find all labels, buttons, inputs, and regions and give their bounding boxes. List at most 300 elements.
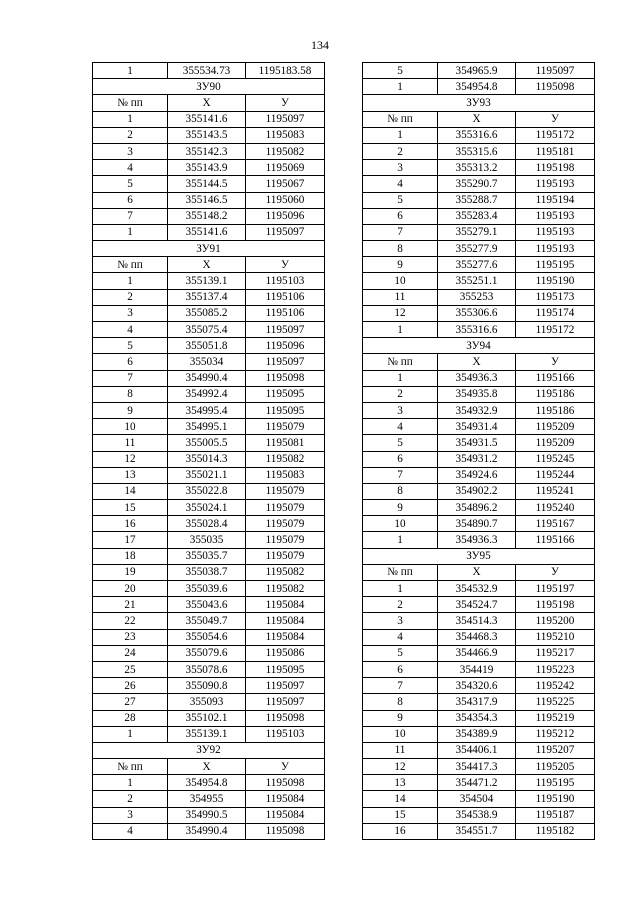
x-cell: 354524.7 — [438, 597, 516, 613]
table-row — [93, 305, 325, 321]
x-cell: 355315.6 — [438, 143, 516, 159]
y-header: У — [246, 759, 325, 775]
x-cell: 354417.3 — [438, 759, 516, 775]
point-number-cell: 25 — [93, 661, 168, 677]
y-cell: 1195079 — [246, 532, 325, 548]
point-number-cell: 7 — [363, 224, 438, 240]
point-number-cell: 22 — [93, 613, 168, 629]
point-number-cell: 15 — [363, 807, 438, 823]
y-cell: 1195097 — [246, 678, 325, 694]
x-header: X — [168, 257, 246, 273]
y-cell: 1195097 — [246, 224, 325, 240]
y-cell: 1195240 — [516, 500, 595, 516]
table-row — [363, 127, 595, 143]
y-cell: 1195198 — [516, 160, 595, 176]
table-row — [363, 516, 595, 532]
table-row — [93, 127, 325, 143]
x-cell: 355290.7 — [438, 176, 516, 192]
y-cell: 1195103 — [246, 273, 325, 289]
table-row — [363, 370, 595, 386]
point-number-cell: 6 — [363, 451, 438, 467]
table-row — [363, 726, 595, 742]
y-cell: 1195190 — [516, 273, 595, 289]
table-row — [363, 273, 595, 289]
table-row — [93, 483, 325, 499]
column-header-row — [363, 564, 595, 580]
x-cell: 354954.8 — [438, 79, 516, 95]
point-number-cell: 12 — [93, 451, 168, 467]
table-row — [363, 775, 595, 791]
y-header: У — [516, 111, 595, 127]
table-row — [363, 419, 595, 435]
y-cell: 1195209 — [516, 419, 595, 435]
y-cell: 1195217 — [516, 645, 595, 661]
x-cell: 355039.6 — [168, 581, 246, 597]
x-cell: 355035 — [168, 532, 246, 548]
y-cell: 1195244 — [516, 467, 595, 483]
y-cell: 1195082 — [246, 451, 325, 467]
point-number-cell: 1 — [93, 111, 168, 127]
x-cell: 354419 — [438, 661, 516, 677]
table-row — [363, 597, 595, 613]
x-cell: 355024.1 — [168, 500, 246, 516]
point-number-header: № пп — [363, 354, 438, 370]
section-title-row — [363, 95, 595, 111]
y-cell: 1195069 — [246, 160, 325, 176]
y-cell: 1195174 — [516, 305, 595, 321]
y-cell: 1195200 — [516, 613, 595, 629]
y-cell: 1195083 — [246, 467, 325, 483]
x-cell: 355251.1 — [438, 273, 516, 289]
point-number-cell: 11 — [93, 435, 168, 451]
table-row — [93, 500, 325, 516]
x-cell: 354936.3 — [438, 532, 516, 548]
point-number-cell: 3 — [93, 807, 168, 823]
x-cell: 355316.6 — [438, 127, 516, 143]
y-cell: 1195223 — [516, 661, 595, 677]
x-cell: 355316.6 — [438, 322, 516, 338]
table-row — [363, 143, 595, 159]
x-cell: 355014.3 — [168, 451, 246, 467]
x-cell: 355054.6 — [168, 629, 246, 645]
table-row — [93, 467, 325, 483]
section-title: ЗУ93 — [363, 95, 595, 111]
point-number-cell: 10 — [363, 726, 438, 742]
x-cell: 354955 — [168, 791, 246, 807]
x-cell: 354532.9 — [438, 581, 516, 597]
table-row — [363, 451, 595, 467]
table-row — [93, 451, 325, 467]
x-cell: 354504 — [438, 791, 516, 807]
point-number-cell: 1 — [363, 127, 438, 143]
point-number-cell: 26 — [93, 678, 168, 694]
point-number-cell: 1 — [93, 63, 168, 79]
y-cell: 1195186 — [516, 386, 595, 402]
y-cell: 1195097 — [246, 111, 325, 127]
x-cell: 355306.6 — [438, 305, 516, 321]
column-header-row — [93, 257, 325, 273]
table-row — [363, 79, 595, 95]
table-row — [363, 241, 595, 257]
x-cell: 355277.9 — [438, 241, 516, 257]
y-cell: 1195225 — [516, 694, 595, 710]
table-row — [93, 775, 325, 791]
x-cell: 354320.6 — [438, 678, 516, 694]
point-number-cell: 16 — [363, 823, 438, 839]
coordinates-table-left — [92, 62, 325, 840]
section-title-row — [93, 79, 325, 95]
point-number-cell: 5 — [93, 338, 168, 354]
point-number-cell: 10 — [363, 516, 438, 532]
y-cell: 1195173 — [516, 289, 595, 305]
section-title-row — [93, 742, 325, 758]
x-cell: 355146.5 — [168, 192, 246, 208]
point-number-header: № пп — [93, 759, 168, 775]
table-row — [363, 629, 595, 645]
point-number-cell: 23 — [93, 629, 168, 645]
x-cell: 355139.1 — [168, 273, 246, 289]
x-cell: 354935.8 — [438, 386, 516, 402]
table-row — [363, 645, 595, 661]
y-cell: 1195182 — [516, 823, 595, 839]
point-number-cell: 5 — [363, 192, 438, 208]
point-number-cell: 4 — [93, 823, 168, 839]
y-cell: 1195190 — [516, 791, 595, 807]
point-number-cell: 7 — [93, 208, 168, 224]
point-number-cell: 13 — [363, 775, 438, 791]
point-number-cell: 1 — [363, 581, 438, 597]
table-row — [93, 613, 325, 629]
y-cell: 1195098 — [516, 79, 595, 95]
table-row — [363, 402, 595, 418]
y-cell: 1195166 — [516, 370, 595, 386]
table-row — [93, 564, 325, 580]
y-cell: 1195193 — [516, 176, 595, 192]
table-row — [93, 402, 325, 418]
point-number-cell: 2 — [363, 386, 438, 402]
x-header: X — [438, 111, 516, 127]
point-number-cell: 3 — [93, 305, 168, 321]
y-header: У — [246, 257, 325, 273]
x-cell: 354990.4 — [168, 823, 246, 839]
point-number-header: № пп — [93, 257, 168, 273]
table-row — [93, 370, 325, 386]
x-cell: 355079.6 — [168, 645, 246, 661]
y-cell: 1195210 — [516, 629, 595, 645]
x-cell: 355034 — [168, 354, 246, 370]
table-row — [93, 322, 325, 338]
y-cell: 1195103 — [246, 726, 325, 742]
point-number-cell: 12 — [363, 759, 438, 775]
point-number-cell: 24 — [93, 645, 168, 661]
y-cell: 1195205 — [516, 759, 595, 775]
point-number-cell: 7 — [363, 467, 438, 483]
column-header-row — [363, 354, 595, 370]
x-cell: 354995.4 — [168, 402, 246, 418]
table-row — [363, 224, 595, 240]
point-number-cell: 27 — [93, 694, 168, 710]
y-cell: 1195245 — [516, 451, 595, 467]
x-cell: 354890.7 — [438, 516, 516, 532]
point-number-cell: 4 — [363, 176, 438, 192]
y-cell: 1195082 — [246, 581, 325, 597]
x-cell: 354466.9 — [438, 645, 516, 661]
point-number-cell: 3 — [363, 160, 438, 176]
point-number-cell: 3 — [93, 143, 168, 159]
y-cell: 1195082 — [246, 564, 325, 580]
table-row — [363, 63, 595, 79]
y-cell: 1195079 — [246, 500, 325, 516]
table-row — [363, 710, 595, 726]
x-cell: 354406.1 — [438, 742, 516, 758]
x-cell: 355078.6 — [168, 661, 246, 677]
y-cell: 1195195 — [516, 775, 595, 791]
y-cell: 1195207 — [516, 742, 595, 758]
point-number-cell: 1 — [363, 370, 438, 386]
x-cell: 354954.8 — [168, 775, 246, 791]
y-cell: 1195095 — [246, 661, 325, 677]
point-number-cell: 3 — [363, 402, 438, 418]
x-cell: 355313.2 — [438, 160, 516, 176]
point-number-cell: 12 — [363, 305, 438, 321]
point-number-cell: 9 — [363, 500, 438, 516]
point-number-cell: 2 — [93, 127, 168, 143]
x-cell: 355288.7 — [438, 192, 516, 208]
table-row — [93, 354, 325, 370]
y-cell: 1195193 — [516, 241, 595, 257]
table-row — [93, 419, 325, 435]
table-row — [93, 694, 325, 710]
point-number-header: № пп — [363, 564, 438, 580]
x-cell: 355028.4 — [168, 516, 246, 532]
table-row — [93, 289, 325, 305]
point-number-cell: 1 — [93, 224, 168, 240]
point-number-cell: 16 — [93, 516, 168, 532]
x-cell: 355277.6 — [438, 257, 516, 273]
x-cell: 355022.8 — [168, 483, 246, 499]
point-number-cell: 2 — [363, 597, 438, 613]
point-number-cell: 1 — [93, 775, 168, 791]
y-cell: 1195193 — [516, 224, 595, 240]
table-row — [93, 581, 325, 597]
point-number-cell: 8 — [363, 694, 438, 710]
x-cell: 355148.2 — [168, 208, 246, 224]
point-number-cell: 20 — [93, 581, 168, 597]
table-row — [93, 111, 325, 127]
y-header: У — [516, 354, 595, 370]
table-row — [93, 807, 325, 823]
y-cell: 1195098 — [246, 775, 325, 791]
point-number-cell: 8 — [93, 386, 168, 402]
table-row — [93, 435, 325, 451]
table-row — [363, 694, 595, 710]
x-cell: 354902.2 — [438, 483, 516, 499]
y-cell: 1195079 — [246, 483, 325, 499]
point-number-cell: 5 — [363, 435, 438, 451]
table-row — [363, 208, 595, 224]
y-cell: 1195084 — [246, 613, 325, 629]
y-cell: 1195187 — [516, 807, 595, 823]
point-number-cell: 21 — [93, 597, 168, 613]
table-row — [93, 661, 325, 677]
y-header: У — [516, 564, 595, 580]
table-row — [363, 759, 595, 775]
x-cell: 354990.4 — [168, 370, 246, 386]
y-cell: 1195098 — [246, 823, 325, 839]
table-row — [363, 257, 595, 273]
x-cell: 354931.5 — [438, 435, 516, 451]
table-row — [93, 516, 325, 532]
y-cell: 1195198 — [516, 597, 595, 613]
x-cell: 355049.7 — [168, 613, 246, 629]
table-row — [93, 645, 325, 661]
point-number-cell: 4 — [93, 322, 168, 338]
x-cell: 355142.3 — [168, 143, 246, 159]
point-number-cell: 11 — [363, 289, 438, 305]
point-number-cell: 11 — [363, 742, 438, 758]
point-number-cell: 8 — [363, 241, 438, 257]
y-cell: 1195067 — [246, 176, 325, 192]
y-cell: 1195106 — [246, 305, 325, 321]
point-number-cell: 6 — [363, 208, 438, 224]
y-cell: 1195242 — [516, 678, 595, 694]
point-number-cell: 3 — [363, 613, 438, 629]
x-cell: 354471.2 — [438, 775, 516, 791]
table-row — [363, 176, 595, 192]
point-number-cell: 9 — [363, 710, 438, 726]
table-row — [363, 823, 595, 839]
x-cell: 354551.7 — [438, 823, 516, 839]
y-cell: 1195081 — [246, 435, 325, 451]
table-row — [93, 791, 325, 807]
table-row — [363, 661, 595, 677]
y-cell: 1195195 — [516, 257, 595, 273]
x-cell: 355021.1 — [168, 467, 246, 483]
point-number-cell: 6 — [93, 354, 168, 370]
point-number-cell: 14 — [363, 791, 438, 807]
point-number-cell: 1 — [93, 273, 168, 289]
x-cell: 355141.6 — [168, 111, 246, 127]
x-header: X — [438, 564, 516, 580]
point-number-cell: 15 — [93, 500, 168, 516]
y-cell: 1195082 — [246, 143, 325, 159]
point-number-cell: 19 — [93, 564, 168, 580]
x-cell: 355090.8 — [168, 678, 246, 694]
y-cell: 1195097 — [246, 354, 325, 370]
y-cell: 1195166 — [516, 532, 595, 548]
x-cell: 354931.2 — [438, 451, 516, 467]
y-cell: 1195084 — [246, 807, 325, 823]
x-cell: 354932.9 — [438, 402, 516, 418]
point-number-cell: 4 — [93, 160, 168, 176]
point-number-header: № пп — [363, 111, 438, 127]
table-row — [363, 532, 595, 548]
point-number-cell: 6 — [93, 192, 168, 208]
y-cell: 1195084 — [246, 791, 325, 807]
point-number-cell: 28 — [93, 710, 168, 726]
table-row — [363, 386, 595, 402]
table-row — [93, 224, 325, 240]
y-cell: 1195183.58 — [246, 63, 325, 79]
section-title: ЗУ91 — [93, 241, 325, 257]
y-cell: 1195186 — [516, 402, 595, 418]
table-body — [363, 63, 595, 840]
point-number-cell: 7 — [363, 678, 438, 694]
x-cell: 355139.1 — [168, 726, 246, 742]
x-cell: 355035.7 — [168, 548, 246, 564]
x-cell: 354931.4 — [438, 419, 516, 435]
point-number-cell: 10 — [93, 419, 168, 435]
x-cell: 354936.3 — [438, 370, 516, 386]
y-cell: 1195167 — [516, 516, 595, 532]
section-title-row — [363, 548, 595, 564]
x-header: X — [168, 759, 246, 775]
table-row — [363, 613, 595, 629]
y-cell: 1195219 — [516, 710, 595, 726]
point-number-cell: 2 — [363, 143, 438, 159]
y-cell: 1195096 — [246, 208, 325, 224]
table-row — [93, 208, 325, 224]
x-cell: 355137.4 — [168, 289, 246, 305]
table-row — [93, 823, 325, 839]
page-number: 134 — [311, 38, 329, 52]
x-cell: 355534.73 — [168, 63, 246, 79]
x-cell: 355085.2 — [168, 305, 246, 321]
table-row — [363, 322, 595, 338]
point-number-cell: 9 — [363, 257, 438, 273]
x-cell: 355144.5 — [168, 176, 246, 192]
point-number-cell: 2 — [93, 289, 168, 305]
x-cell: 354924.6 — [438, 467, 516, 483]
table-row — [363, 467, 595, 483]
point-number-cell: 8 — [363, 483, 438, 499]
point-number-cell: 6 — [363, 661, 438, 677]
section-title-row — [363, 338, 595, 354]
table-row — [93, 678, 325, 694]
x-cell: 354992.4 — [168, 386, 246, 402]
x-cell: 354990.5 — [168, 807, 246, 823]
section-title: ЗУ94 — [363, 338, 595, 354]
x-cell: 354354.3 — [438, 710, 516, 726]
y-cell: 1195086 — [246, 645, 325, 661]
y-cell: 1195083 — [246, 127, 325, 143]
point-number-header: № пп — [93, 95, 168, 111]
table-row — [363, 483, 595, 499]
x-cell: 354389.9 — [438, 726, 516, 742]
x-header: X — [168, 95, 246, 111]
y-cell: 1195097 — [246, 694, 325, 710]
table-row — [93, 629, 325, 645]
y-cell: 1195060 — [246, 192, 325, 208]
section-title: ЗУ92 — [93, 742, 325, 758]
table-row — [93, 160, 325, 176]
x-cell: 355253 — [438, 289, 516, 305]
table-row — [363, 678, 595, 694]
table-row — [363, 500, 595, 516]
table-row — [93, 143, 325, 159]
table-body — [93, 63, 325, 840]
x-header: X — [438, 354, 516, 370]
x-cell: 354965.9 — [438, 63, 516, 79]
x-cell: 355043.6 — [168, 597, 246, 613]
y-cell: 1195084 — [246, 597, 325, 613]
x-cell: 354468.3 — [438, 629, 516, 645]
x-cell: 355143.9 — [168, 160, 246, 176]
y-cell: 1195106 — [246, 289, 325, 305]
point-number-cell: 1 — [363, 79, 438, 95]
table-row — [93, 532, 325, 548]
x-cell: 355093 — [168, 694, 246, 710]
